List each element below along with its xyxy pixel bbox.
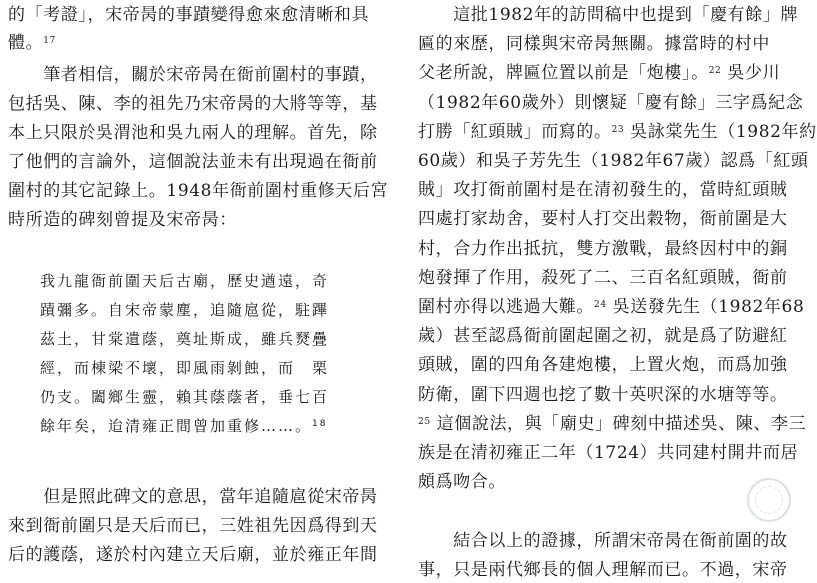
line-text: 頗爲吻合。 [418,472,506,492]
line-text-tail: 吳少川 [721,63,781,83]
line-text: 后的護蔭，遂於村內建立天后廟，並於雍正年間 [8,545,378,565]
line-text: 父老所說，牌匾位置以前是「炮樓」。 [418,63,709,83]
footnote-marker: 23 [611,125,625,135]
line-text: 60歲）和吳子芳先生（1982年67歲）認爲「紅頭 [418,151,809,171]
line-text: 圍村亦得以逃過大難。 [418,297,594,317]
text-line [8,149,378,175]
text-line [418,469,506,495]
line-text: 事，只是兩代鄉長的個人理解而已。不過，宋帝 [418,560,788,580]
text-line [418,352,788,378]
line-text: （1982年60歲外）則懷疑「慶有餘」三字爲紀念 [418,93,804,113]
text-line [418,440,798,466]
line-text: 包括吳、陳、李的祖先乃宋帝昺的大將等等，基 [8,94,378,114]
text-line [40,297,329,323]
line-text: 我九龍衙前圍天后古廟，歷史遒遠，奇 [40,272,330,290]
line-text: 族是在清初雍正二年（1724）共同建村開井而居 [418,443,799,463]
text-line [8,62,378,88]
line-text: 炮發揮了作用，殺死了二、三百名紅頭賊，衙前 [418,268,788,288]
text-line [418,411,806,437]
line-text: 匾的來歷，同樣與宋帝昺無關。據當時的村中 [418,34,770,54]
footnote-marker: 17 [43,36,56,46]
line-text: 時所造的碑刻曾提及宋帝昺： [8,210,237,230]
text-line [8,178,388,204]
text-line [40,355,329,381]
line-text: 本上只限於吳渭池和吳九兩人的理解。首先，除 [8,123,378,143]
text-line [418,294,804,320]
line-text: 這批1982年的訪問稿中也提到「慶有餘」牌 [418,5,799,25]
footnote-marker: 18 [312,419,328,429]
text-line [418,206,788,232]
text-line [418,557,788,583]
text-line [8,542,378,568]
line-text: 了他們的言論外，這個說法並未有出現過在衙前 [8,152,378,172]
text-line [418,31,770,57]
footnote-marker: 25 [418,417,431,427]
text-line [418,119,817,145]
text-line [8,207,237,233]
text-line [418,236,788,262]
footnote-marker: 22 [708,66,722,76]
text-line [40,413,327,439]
text-line [418,60,780,86]
line-text: 茲土，甘棠遺蔭，奠址斯成，雖兵燹疊 [40,330,330,348]
line-text-tail: 吳詠棠先生（1982年約 [624,122,817,142]
line-text: 防衛，圍下四週也挖了數十英呎深的水塘等等。 [418,385,788,405]
line-text: 賊」攻打衙前圍村是在清初發生的，當時紅頭賊 [418,180,788,200]
text-line [418,265,788,291]
text-line [418,528,788,554]
line-text: 結合以上的證據，所謂宋帝昺在衙前圍的故 [418,531,788,551]
text-line [8,91,378,117]
text-line [418,2,798,28]
line-text: 來到衙前圍只是天后而已，三姓祖先因爲得到天 [8,516,378,536]
text-line [8,2,369,28]
text-line [8,30,56,56]
text-line [8,513,378,539]
line-text: 頭賊，圍的四角各建炮樓，上置火炮，而爲加強 [418,355,788,375]
line-text: 但是照此碑文的意思，當年追隨扈從宋帝昺 [8,487,378,507]
line-text-tail: 這個說法，與「廟史」碑刻中描述吳、陳、李三 [430,414,807,434]
text-line [418,90,803,116]
line-text: 經，而棟梁不壞，即風雨剝蝕，而 栗 [40,359,330,377]
text-line [40,326,329,352]
line-text: 圍村的其它記錄上。1948年衙前圍村重修天后宮 [8,181,389,201]
line-text: 四處打家劫舍，要村人打交出穀物，衙前圍是大 [418,209,788,229]
text-line [40,268,329,294]
line-text: 歲）甚至認爲衙前圍起圍之初，就是爲了防避紅 [418,326,788,346]
line-text: 筆者相信，關於宋帝昺在衙前圍村的事蹟， [8,65,378,85]
text-line [8,484,378,510]
line-text: 仍支。闔鄉生靈，賴其蔭蔭者，垂七百 [40,388,330,406]
text-line [418,382,788,408]
line-text-tail: 吳送發先生（1982年68 [606,297,805,317]
line-text: 體。 [8,33,44,53]
library-seal-watermark [747,478,791,522]
text-line [418,323,788,349]
text-line [8,120,378,146]
line-text: 蹟彌多。自宋帝蒙塵，追隨扈從，駐蹕 [40,301,330,319]
footnote-marker: 24 [594,300,607,310]
text-line [418,177,788,203]
text-line [40,384,329,410]
line-text: 村，合力作出抵抗，雙方激戰，最終因村中的銅 [418,239,788,259]
line-text: 的「考證」，宋帝昺的事蹟變得愈來愈清晰和具 [8,5,370,25]
line-text: 打勝「紅頭賊」而寫的。 [418,122,612,142]
text-line [418,148,809,174]
line-text: 餘年矣，迨清雍正間曾加重修……。 [40,417,313,435]
